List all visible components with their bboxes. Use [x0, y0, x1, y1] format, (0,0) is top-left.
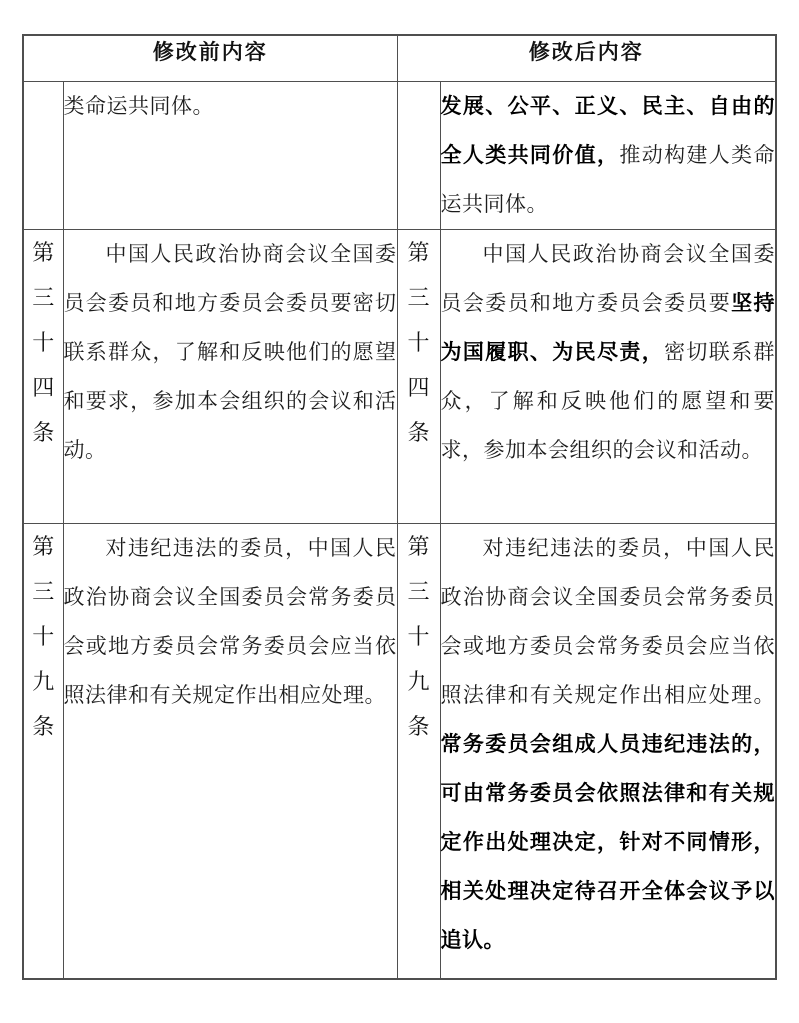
- after-paragraph: [441, 230, 776, 475]
- article-number-after: [397, 523, 440, 979]
- inserted-text-segment: 发展、公平、正义、民主、自由的全人类共同价值，: [440, 94, 775, 167]
- text-segment: 推动构建人类命运共同体。: [440, 142, 776, 216]
- before-content-cell: [63, 229, 397, 523]
- article-number-before: [23, 81, 63, 229]
- article-number-after: [397, 81, 440, 229]
- table-row: [23, 229, 776, 523]
- text-segment: 对违纪违法的委员，中国人民政治协商会议全国委员会常务委员会或地方委员会常务委员会应当依照法律和有关规定作出相应处理。: [440, 535, 775, 707]
- header-row: [23, 35, 776, 81]
- before-content-cell: [63, 81, 397, 229]
- after-content-cell: [440, 81, 776, 229]
- text-segment: 中国人民政治协商会议全国委员会委员和地方委员会委员要密切联系群众，了解和反映他们的愿望和要求，参加本会组织的会议和活动。: [63, 241, 397, 462]
- article-number-before: [23, 523, 63, 979]
- column-header-after: 修改后内容: [397, 35, 776, 81]
- article-number-after: [397, 229, 440, 523]
- article-number-text: 第三十九条: [407, 533, 430, 739]
- text-segment: 类命运共同体。: [63, 93, 214, 118]
- article-number-before: [23, 229, 63, 523]
- text-segment: 中国人民政治协商会议全国委员会委员和地方委员会委员要: [440, 241, 775, 315]
- before-content-cell: [63, 523, 397, 979]
- before-paragraph: [64, 230, 397, 475]
- text-segment: 密切联系群众，了解和反映他们的愿望和要求，参加本会组织的会议和活动。: [440, 339, 776, 462]
- after-content-cell: [440, 523, 776, 979]
- column-header-before: 修改前内容: [23, 35, 397, 81]
- after-paragraph: [441, 524, 776, 965]
- article-number-text: 第三十四条: [407, 239, 430, 445]
- text-segment: 对违纪违法的委员，中国人民政治协商会议全国委员会常务委员会或地方委员会常务委员会应当依照法律和有关规定作出相应处理。: [63, 535, 397, 707]
- before-paragraph: [64, 82, 397, 131]
- article-number-text: 第三十九条: [32, 533, 55, 739]
- after-content-cell: [440, 229, 776, 523]
- before-paragraph: [64, 524, 397, 720]
- inserted-text-segment: 坚持为国履职、为民尽责，: [440, 291, 776, 364]
- article-number-text: 第三十四条: [32, 239, 55, 445]
- inserted-text-segment: 常务委员会组成人员违纪违法的，可由常务委员会依照法律和有关规定作出处理决定，针对不同情形，相关处理决定待召开全体会议予以追认。: [440, 732, 775, 952]
- table-row: [23, 523, 776, 979]
- comparison-table: [22, 34, 777, 980]
- table-row: [23, 81, 776, 229]
- after-paragraph: [441, 82, 776, 229]
